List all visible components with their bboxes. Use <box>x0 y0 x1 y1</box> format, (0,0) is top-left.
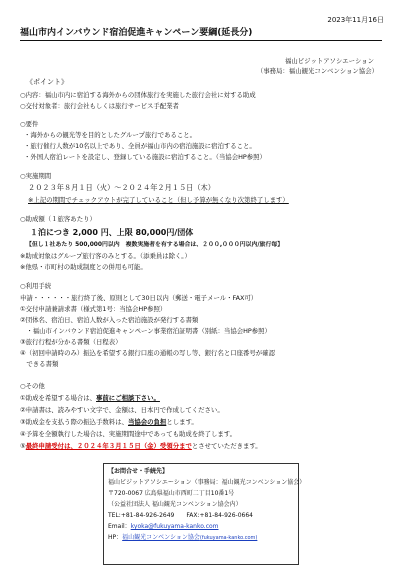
points-item: ○内容：福山市内に宿泊する海外からの団体旅行を実施した旅行会社に対する助成 <box>20 91 256 99</box>
other-item <box>20 394 160 402</box>
requirement-item: ・外国人宿泊レートを設定し、登録している施設に宿泊すること。（当協会HP参照） <box>24 153 266 161</box>
other-item-text: ③助成金を支払う際の振込手数料は、 <box>20 418 128 426</box>
subsidy-heading: ○助成額（１旅客あたり） <box>20 215 96 223</box>
contact-address: 〒720-0067 広島県福山市西町二丁目10番1号 <box>108 490 235 497</box>
other-item-text: ④予算を全額執行した場合は、実施期間途中であっても助成を終了します。 <box>20 430 237 438</box>
contact-phone-fax: TEL:+81-84-926-2649 FAX:+81-84-926-0664 <box>108 512 253 519</box>
page-title: 福山市内インバウンド宿泊促進キャンペーン要綱(延長分) <box>20 28 253 38</box>
procedure-item: できる書類 <box>20 360 59 368</box>
document-date: 2023年11月16日 <box>327 16 384 24</box>
subsidy-note: ※助成対象はグループ旅行客のみとする。（添乗員は除く。） <box>20 252 191 260</box>
contact-heading: 【お問合せ・手続先】 <box>108 468 169 475</box>
procedure-item: ③旅行行程が分かる書類（日程表） <box>20 338 122 346</box>
contact-hp-link[interactable]: 福山観光コンベンション協会 <box>122 534 200 541</box>
other-item <box>20 430 236 438</box>
contact-hp-url[interactable]: (fukuyama-kanko.com) <box>199 535 258 541</box>
other-item-emphasis: 事前にご相談下さい。 <box>96 394 160 402</box>
contact-org-note: （公益社団法人 福山観光コンベンション協会内） <box>108 501 242 508</box>
contact-box <box>103 463 306 565</box>
org-name: 福山ビジットアソシエーション <box>284 57 374 65</box>
points-heading: 《ポイント》 <box>26 78 68 86</box>
org-office: （事務局：福山観光コンベンション協会） <box>256 67 378 75</box>
other-item-emphasis: 最終申請受付は、２０２４年３月１５日（金）受領分まで <box>25 442 192 450</box>
points-item: ○交付対象者：旅行会社もしくは旅行サービス手配業者 <box>20 102 179 110</box>
subsidy-amount: １泊につき 2,000 円、上限 80,000円/団体 <box>30 228 194 237</box>
other-item-text: とさせていただきます。 <box>191 442 262 450</box>
subsidy-note: ※他県・市町村の助成制度との併用も可能。 <box>20 263 147 271</box>
procedure-item: ②団体名、宿泊日、宿泊人数が入った宿泊施設が発行する書類 <box>20 316 199 324</box>
other-item-text: ①助成を希望する場合は、 <box>20 394 97 402</box>
requirements-heading: ○要件 <box>20 120 39 128</box>
requirement-item: ・旅行催行人数が10名以上であり、全員が福山市内の宿泊施設に宿泊すること。 <box>24 142 256 150</box>
requirement-item: ・海外からの観光等を目的としたグループ旅行であること。 <box>24 131 197 139</box>
other-item <box>20 406 224 414</box>
other-item <box>20 442 262 450</box>
other-heading: ○その他 <box>20 382 45 390</box>
procedure-item: ①交付申請兼請求書（様式第1号：当協会HP参照） <box>20 305 167 313</box>
other-item-text: ②申請書は、読みやすい文字で、金額は、日本円で作成してください。 <box>20 406 224 414</box>
period-heading: ○実施期間 <box>20 172 52 180</box>
contact-hp-label: HP： <box>108 534 123 541</box>
other-item-text: ⑤ <box>20 442 26 450</box>
title-underline <box>20 40 382 41</box>
period-note: ※上記の期間でチェックアウトが完了していること（但し予算が無くなり次第終了します） <box>28 196 289 204</box>
subsidy-detail: 【但し１社あたり 500,000円以内 複数実施者を有する場合は、２００,０００円以内/旅行毎】 <box>26 242 284 248</box>
other-item <box>20 418 198 426</box>
other-item-text: とします。 <box>166 418 198 426</box>
contact-email-link[interactable]: kyoka@fukuyama-kanko.com <box>130 523 219 530</box>
contact-org: 福山ビジットアソシエーション（事務局：福山観光コンベンション協会） <box>108 479 306 486</box>
contact-email-label: Email： <box>108 523 131 530</box>
procedure-heading: ○利用手続 <box>20 282 52 290</box>
contact-hp-row <box>108 534 257 543</box>
procedure-item: ④（初回申請時のみ）振込を希望する銀行口座の通帳の写し等、銀行名と口座番号が確認 <box>20 349 275 357</box>
contact-email-row <box>108 523 219 531</box>
procedure-lead: 申請・・・・・・旅行終了後、原則として30日以内（郵送・電子メール・FAX可） <box>20 294 258 302</box>
procedure-item: ・福山市インバウンド宿泊促進キャンペーン事業宿泊証明書（別紙：当協会HP参照） <box>20 327 271 335</box>
other-item-emphasis: 当協会の負担 <box>127 418 167 426</box>
period-dates: ２０２３年８月１日（火）〜２０２４年２月１５日（木） <box>28 183 215 192</box>
